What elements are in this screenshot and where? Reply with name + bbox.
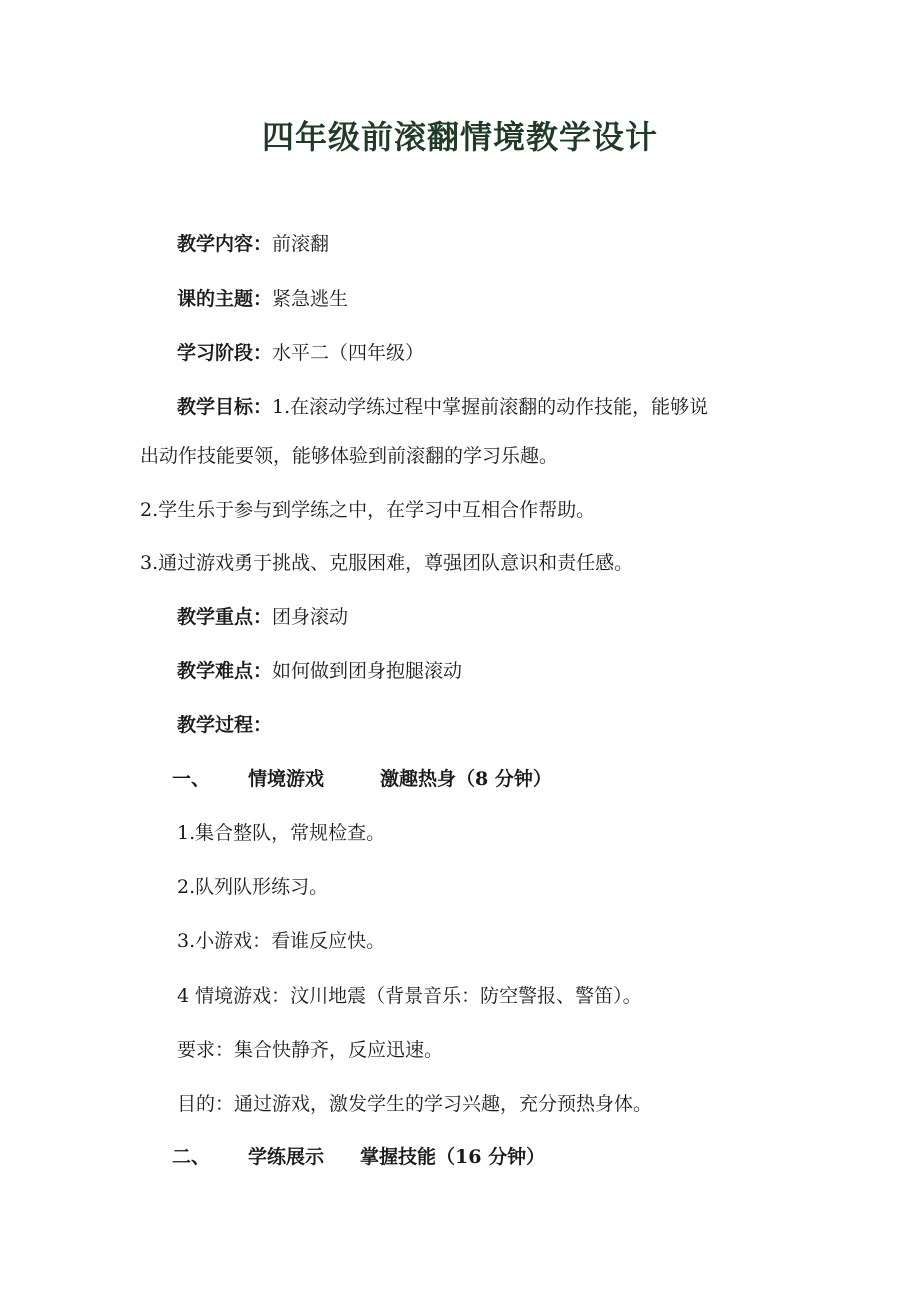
teaching-process-label: 教学过程：	[177, 714, 273, 736]
section-2-subtitle: 掌握技能（16 分钟）	[360, 1146, 546, 1168]
lesson-theme-label: 课的主题：	[177, 288, 273, 310]
teaching-goal-line	[177, 394, 708, 420]
lesson-theme-value: 紧急逃生	[272, 288, 349, 310]
learning-stage-line	[177, 340, 424, 366]
key-point-label: 教学重点：	[177, 606, 273, 628]
learning-stage-label: 学习阶段：	[177, 342, 273, 364]
key-point-value: 团身滚动	[272, 606, 349, 628]
teaching-content-line	[177, 231, 329, 257]
teaching-goal-value-1: 1.在滚动学练过程中掌握前滚翻的动作技能，能够说	[272, 396, 709, 418]
section-1-heading	[172, 766, 552, 792]
section-1-item: 2.队列队形练习。	[177, 876, 329, 898]
section-1-item: 1.集合整队，常规检查。	[177, 822, 386, 844]
difficulty-label: 教学难点：	[177, 660, 273, 682]
section-1-number: 一、	[172, 768, 211, 790]
section-1-item: 4 情境游戏：汶川地震（背景音乐：防空警报、警笛）。	[177, 985, 642, 1007]
section-2-heading	[172, 1144, 545, 1170]
teaching-content-label: 教学内容：	[177, 233, 273, 255]
difficulty-line	[177, 658, 462, 684]
lesson-theme-line	[177, 286, 348, 312]
teaching-goal-2: 2.学生乐于参与到学练之中，在学习中互相合作帮助。	[140, 499, 596, 521]
difficulty-value: 如何做到团身抱腿滚动	[272, 660, 463, 682]
section-1-name: 情境游戏	[248, 768, 325, 790]
section-1-item: 3.小游戏：看谁反应快。	[177, 930, 386, 952]
teaching-goal-continuation: 出动作技能要领，能够体验到前滚翻的学习乐趣。	[140, 445, 559, 467]
section-1-subtitle: 激趣热身（8 分钟）	[380, 768, 552, 790]
section-2-name: 学练展示	[248, 1146, 325, 1168]
section-1-item: 要求：集合快静齐，反应迅速。	[177, 1039, 444, 1061]
teaching-goal-label: 教学目标：	[177, 396, 273, 418]
document-title: 四年级前滚翻情境教学设计	[261, 118, 658, 156]
teaching-goal-3: 3.通过游戏勇于挑战、克服困难，尊强团队意识和责任感。	[140, 552, 634, 574]
teaching-content-value: 前滚翻	[272, 233, 330, 255]
section-2-number: 二、	[172, 1146, 211, 1168]
learning-stage-value: 水平二（四年级）	[272, 342, 425, 364]
section-1-item: 目的：通过游戏，激发学生的学习兴趣，充分预热身体。	[177, 1093, 653, 1115]
key-point-line	[177, 604, 348, 630]
